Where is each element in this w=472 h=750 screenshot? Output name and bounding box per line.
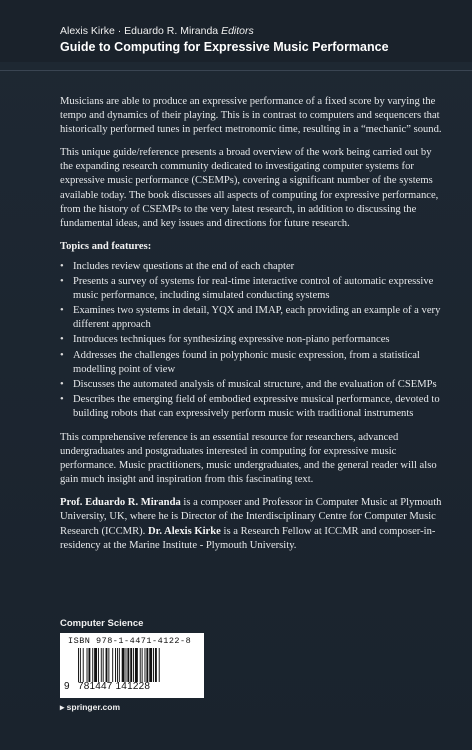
- barcode-bar: [101, 648, 102, 682]
- editors-names: Alexis Kirke · Eduardo R. Miranda: [60, 25, 219, 37]
- barcode-bar: [87, 648, 88, 682]
- barcode-bar: [140, 648, 141, 682]
- barcode-bar: [145, 648, 146, 682]
- barcode-bar: [80, 648, 81, 682]
- barcode-bar: [92, 648, 93, 682]
- editors-line: [60, 25, 254, 37]
- barcode-bar: [103, 648, 104, 682]
- barcode-bar: [127, 648, 129, 682]
- barcode-bar: [153, 648, 154, 682]
- bio-name-miranda: Prof. Eduardo R. Miranda: [60, 497, 181, 509]
- barcode-bars: [78, 648, 196, 682]
- barcode-bar: [119, 648, 120, 682]
- editor-bio: [60, 496, 442, 552]
- barcode-bar: [106, 648, 108, 682]
- feature-item: • Presents a survey of systems for real-time interactive control of automatic expressive music performance, including simulated conducting systems: [60, 275, 442, 303]
- subject-category: Computer Science: [60, 618, 144, 629]
- barcode-bar: [159, 648, 160, 682]
- bio-name-kirke: Dr. Alexis Kirke: [147, 525, 221, 537]
- barcode-bar: [78, 648, 79, 682]
- feature-item: • Includes review questions at the end of each chapter: [60, 260, 442, 274]
- barcode-bar: [94, 648, 97, 682]
- barcode-bar: [155, 648, 157, 682]
- barcode-bar: [117, 648, 118, 682]
- publisher-url: [60, 702, 120, 713]
- barcode-bar: [130, 648, 132, 682]
- blurb: [60, 95, 442, 562]
- barcode-bar: [133, 648, 134, 682]
- barcode-bar: [149, 648, 152, 682]
- intro-paragraph-2: This unique guide/reference presents a broad overview of the work being carried out by the expanding research community dedicated to investigating computer systems for expressive music performance (CSEMPs), covering a significant number of the systems available today. The book discusses all aspects of computing for expressive performance, from the history of CSEMPs to the very latest research, in addition to discussing the fundamental ideas, and key issues and directions for future research.: [60, 147, 439, 229]
- header-divider: [0, 70, 472, 71]
- isbn-label: ISBN 978-1-4471-4122-8: [68, 636, 192, 646]
- barcode-bar: [88, 648, 90, 682]
- feature-item: • Introduces techniques for synthesizing expressive non-piano performances: [60, 333, 442, 347]
- barcode-bar: [142, 648, 143, 682]
- isbn-barcode: [60, 633, 204, 698]
- bio-text-miranda: is a composer and Professor in Computer Music at Plymouth University, UK, where he is Director of the Interdisciplinary Centre for Computer Music Research (ICCMR).: [60, 497, 442, 537]
- closing-paragraph: This comprehensive reference is an essential resource for researchers, advanced undergraduates and postgraduates interested in computing for expressive music performance. Music practitioners, music undergraduates, and the general reader will also gain much insight and inspiration from this fascinating text.: [60, 431, 437, 486]
- ean-lead-digit: 9: [64, 681, 70, 692]
- barcode-bar: [98, 648, 99, 682]
- feature-item: • Addresses the challenges found in polyphonic music expression, from a statistical modelling point of view: [60, 349, 442, 377]
- editors-role: Editors: [221, 25, 254, 37]
- barcode-bar: [122, 648, 125, 682]
- barcode-bar: [83, 648, 84, 682]
- publisher-url-text: springer.com: [66, 702, 121, 712]
- feature-item: • Examines two systems in detail, YQX and IMAP, each providing an example of a very different approach: [60, 304, 442, 332]
- feature-item: • Describes the emerging field of embodied expressive musical performance, devoted to building robots that can expressively perform music with traditional instruments: [60, 393, 442, 421]
- barcode-bar: [146, 648, 148, 682]
- ean-digits: 781447 141228: [78, 681, 151, 692]
- features-list: [60, 260, 442, 421]
- barcode-bar: [108, 648, 109, 682]
- feature-item: • Discusses the automated analysis of musical structure, and the evaluation of CSEMPs: [60, 378, 442, 392]
- barcode-bar: [112, 648, 113, 682]
- bio-text-kirke: is a Research Fellow at ICCMR and composer-in-residency at the Marine Institute - Plymouth University.: [60, 525, 436, 551]
- barcode-bar: [126, 648, 127, 682]
- springer-logo-icon: ▸: [60, 702, 65, 712]
- book-title: Guide to Computing for Expressive Music Performance: [60, 40, 389, 54]
- barcode-bar: [115, 648, 116, 682]
- intro-paragraph-1: Musicians are able to produce an expressive performance of a fixed score by varying the tempo and dynamics of their playing. This is in contrast to computers and sequencers that historically performed tunes in perfect metronomic time, resulting in a “mechanic” sound.: [60, 96, 442, 136]
- features-heading: Topics and features:: [60, 240, 152, 252]
- barcode-bar: [135, 648, 138, 682]
